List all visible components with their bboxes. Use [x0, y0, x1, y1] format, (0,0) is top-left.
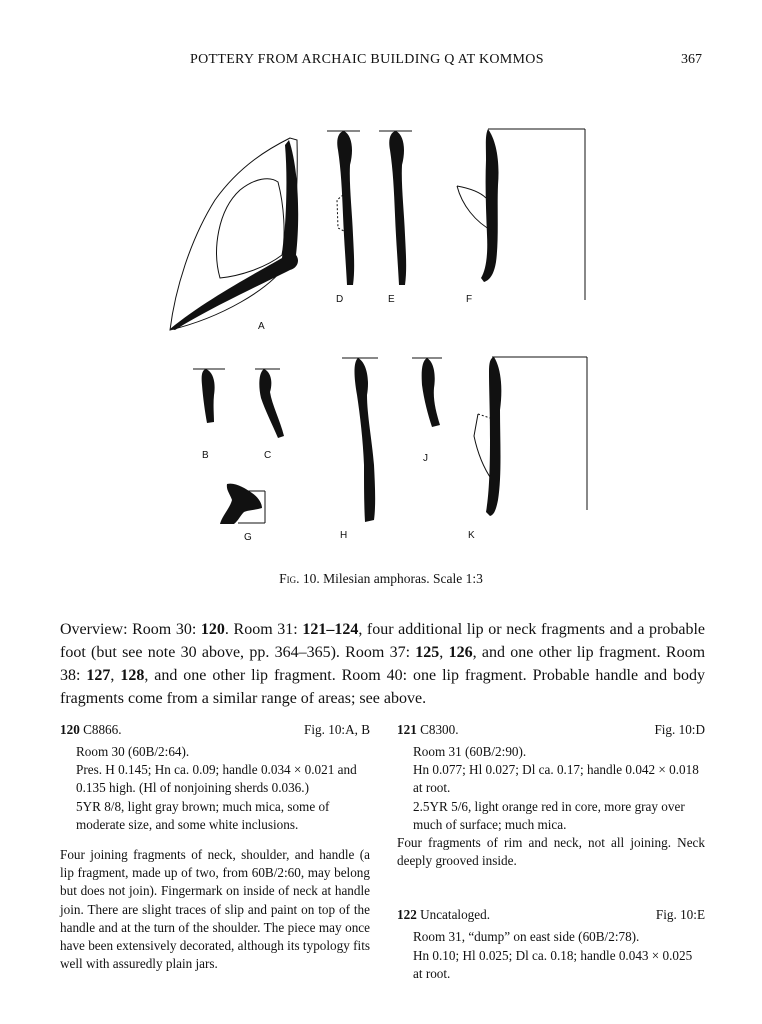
- profile-h: [340, 358, 378, 541]
- profile-f: [457, 129, 585, 305]
- fabric: 5YR 8/8, light gray brown; much mica, some of moderate size, and some white inclusions.: [76, 798, 330, 832]
- label-a: A: [258, 321, 265, 332]
- label-h: H: [340, 530, 348, 541]
- catalog-ref: 127: [86, 667, 111, 684]
- inventory-number: C8300.: [420, 722, 459, 737]
- dimensions: Hn 0.10; Hl 0.025; Dl ca. 0.18; handle 0.043 × 0.025 at root.: [413, 947, 693, 981]
- entry-number: 121: [397, 722, 417, 737]
- label-c: C: [264, 450, 272, 461]
- catalog-ref: 128: [120, 667, 145, 684]
- entry-120-details: [60, 743, 370, 834]
- overview-text: ,: [439, 644, 449, 661]
- entry-120-heading: [60, 721, 370, 743]
- overview-text: ,: [110, 667, 121, 684]
- entry-122-heading: [397, 906, 705, 928]
- entry-121-details: [397, 743, 705, 834]
- catalog-ref: 121–124: [302, 621, 359, 638]
- figure-caption: [0, 571, 762, 587]
- entry-120-description: Four joining fragments of neck, shoulder, and handle (a lip fragment, made up of two, from 60B/2:60, may belong but does not join). Fingermark on inside of neck at handle join. There are slight traces of slip and paint on top of the handle and at the turn of the shoulder. The piece may once have been extensively decorated, although its typology fits well with assuredly plain jars.: [60, 847, 370, 972]
- label-f: F: [466, 294, 473, 305]
- findspot: Room 30 (60B/2:64).: [76, 744, 190, 759]
- profile-d: [327, 131, 360, 305]
- overview-text: , and one other lip fragment. Room 40: one lip fragment. Probable handle and body fragments come from a similar range of areas; see above.: [60, 667, 706, 707]
- entry-121-description: Four fragments of rim and neck, not all joining. Neck deeply grooved inside.: [397, 835, 705, 869]
- page-number: 367: [681, 52, 702, 67]
- label-k: K: [468, 530, 475, 541]
- fabric: 2.5YR 5/6, light orange red in core, more gray over much of surface; much mica.: [413, 798, 685, 832]
- dimensions: Hn 0.077; Hl 0.027; Dl ca. 0.17; handle 0.042 × 0.018 at root.: [413, 762, 699, 796]
- entry-122-details: [397, 928, 705, 983]
- overview-text: Overview: Room 30:: [60, 621, 201, 638]
- running-title: POTTERY FROM ARCHAIC BUILDING Q AT KOMMOS: [190, 52, 544, 67]
- left-column: [60, 721, 370, 973]
- profile-c: [255, 369, 284, 461]
- right-column: [397, 721, 705, 983]
- label-b: B: [202, 450, 209, 461]
- label-j: J: [423, 453, 428, 464]
- entry-121-heading: [397, 721, 705, 743]
- findspot: Room 31, “dump” on east side (60B/2:78).: [413, 929, 640, 945]
- label-d: D: [336, 294, 344, 305]
- profile-k: [468, 357, 587, 541]
- entry-number: 122: [397, 907, 417, 923]
- caption-prefix: Fig. 10.: [279, 571, 320, 586]
- inventory-number: C8866.: [83, 722, 122, 737]
- profile-e: [379, 131, 412, 305]
- catalog-ref: 125: [415, 644, 440, 661]
- figure-reference: Fig. 10:E: [655, 907, 705, 923]
- dimensions: Pres. H 0.145; Hn ca. 0.09; handle 0.034 × 0.021 and 0.135 high. (Hl of nonjoining sherds 0.036.): [76, 762, 357, 796]
- catalog-ref: 126: [448, 644, 473, 661]
- catalog-ref: 120: [200, 621, 225, 638]
- figure-reference: Fig. 10:D: [654, 722, 705, 737]
- overview-text: . Room 31:: [224, 621, 303, 638]
- overview-text: , and one other lip fragment. Room 38:: [60, 644, 706, 684]
- findspot: Room 31 (60B/2:90).: [413, 744, 527, 759]
- inventory-number: Uncataloged.: [420, 907, 491, 923]
- overview-paragraph: [60, 618, 705, 710]
- profile-g: [220, 484, 265, 543]
- figure-reference: Fig. 10:A, B: [304, 722, 370, 737]
- caption-text: Milesian amphoras. Scale 1:3: [319, 571, 483, 586]
- overview-text: , four additional lip or neck fragments and a probable foot (but see note 30 above, pp. 364–365). Room 37:: [60, 621, 706, 661]
- profile-a: [170, 138, 298, 332]
- label-e: E: [388, 294, 395, 305]
- entry-number: 120: [60, 722, 80, 737]
- profile-b: [193, 369, 225, 461]
- profile-j: [412, 358, 442, 464]
- label-g: G: [244, 532, 252, 543]
